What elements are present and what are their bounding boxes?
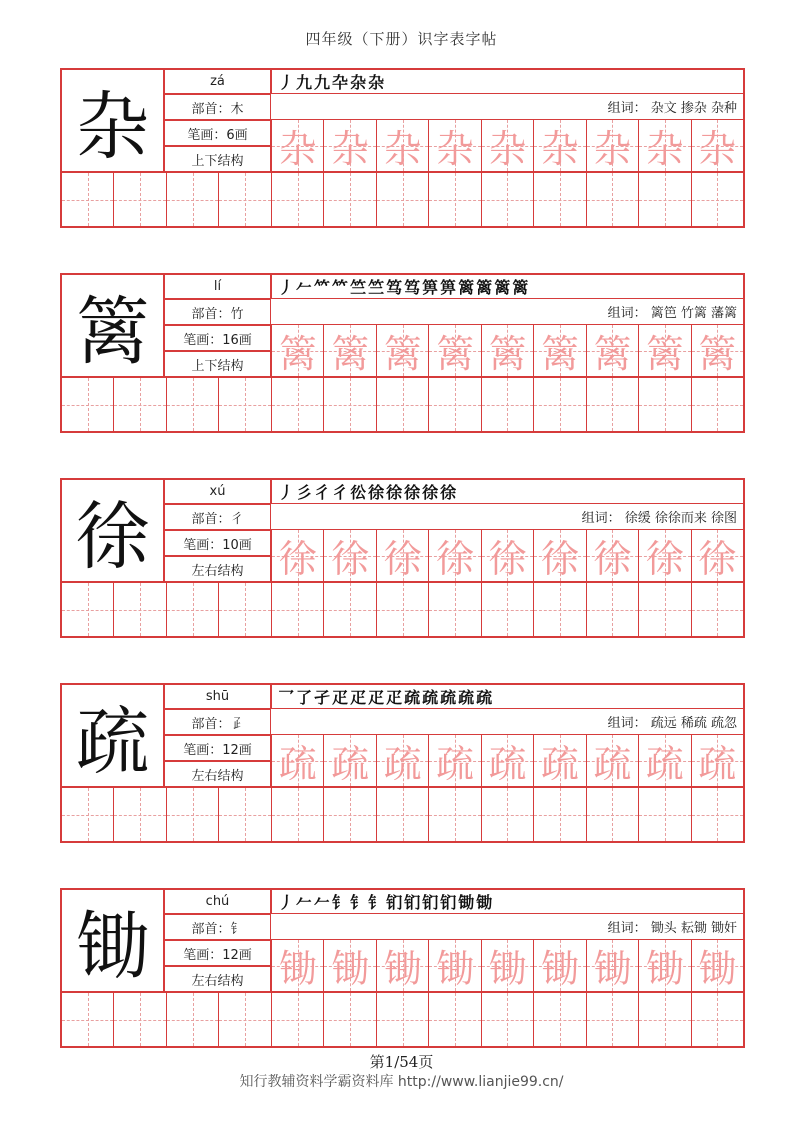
practice-cell[interactable] xyxy=(638,173,690,226)
stroke-step: 丿 xyxy=(278,73,295,92)
trace-character: 杂 xyxy=(645,127,684,171)
trace-character: 篱 xyxy=(278,332,317,376)
structure-label: 左右结构 xyxy=(165,761,271,788)
trace-cell[interactable] xyxy=(271,325,323,376)
pinyin-label: xú xyxy=(165,478,271,504)
trace-character: 锄 xyxy=(278,947,317,991)
trace-cell[interactable] xyxy=(481,325,533,376)
trace-character: 徐 xyxy=(331,537,370,581)
trace-character: 篱 xyxy=(436,332,475,376)
info-column xyxy=(165,888,271,993)
trace-cell[interactable] xyxy=(481,120,533,171)
practice-cell[interactable] xyxy=(691,993,743,1046)
trace-character: 篱 xyxy=(540,332,579,376)
practice-cell[interactable] xyxy=(638,788,690,841)
trace-cell[interactable] xyxy=(428,530,480,581)
stroke-order-row xyxy=(271,273,745,299)
practice-cell[interactable] xyxy=(113,583,165,636)
trace-character: 篱 xyxy=(593,332,632,376)
stroke-step: 丿 xyxy=(278,483,295,502)
trace-cell[interactable] xyxy=(481,735,533,786)
trace-cell[interactable] xyxy=(376,735,428,786)
stroke-step: 丿 xyxy=(278,893,295,912)
practice-cell[interactable] xyxy=(271,993,323,1046)
trace-character: 锄 xyxy=(383,947,422,991)
stroke-step: 疋 xyxy=(368,688,385,707)
trace-cell[interactable] xyxy=(271,530,323,581)
stroke-step: 锄 xyxy=(458,893,475,912)
character-block xyxy=(60,273,745,433)
stroke-order-row xyxy=(271,68,745,94)
trace-character: 篱 xyxy=(331,332,370,376)
trace-cell[interactable] xyxy=(533,325,585,376)
info-column xyxy=(165,683,271,788)
stroke-step: 疏 xyxy=(440,688,457,707)
strokes-label: 笔画：16画 xyxy=(165,325,271,351)
practice-row xyxy=(60,173,745,228)
stroke-step: 𠂉 xyxy=(314,893,331,912)
model-character: 徐 xyxy=(60,478,165,583)
pinyin-label: zá xyxy=(165,68,271,94)
practice-cell[interactable] xyxy=(638,583,690,636)
trace-character: 锄 xyxy=(488,947,527,991)
trace-cell[interactable] xyxy=(691,940,743,991)
practice-cell[interactable] xyxy=(271,788,323,841)
stroke-step: 笃 xyxy=(404,278,421,297)
stroke-order-row xyxy=(271,683,745,709)
trace-character: 杂 xyxy=(488,127,527,171)
radical-label: 部首：彳 xyxy=(165,504,271,530)
stroke-step: 钔 xyxy=(404,893,421,912)
practice-cell[interactable] xyxy=(428,583,480,636)
practice-cell[interactable] xyxy=(166,788,218,841)
info-column xyxy=(165,68,271,173)
structure-label: 左右结构 xyxy=(165,556,271,583)
practice-cell[interactable] xyxy=(166,173,218,226)
words-row: 组词： 杂文 掺杂 杂种 xyxy=(271,94,745,120)
stroke-step: 徐 xyxy=(386,483,403,502)
trace-character: 篱 xyxy=(383,332,422,376)
trace-character: 锄 xyxy=(331,947,370,991)
trace-cell[interactable] xyxy=(533,530,585,581)
trace-character: 疏 xyxy=(436,742,475,786)
practice-cell[interactable] xyxy=(376,788,428,841)
practice-cell[interactable] xyxy=(638,993,690,1046)
stroke-step: 篱 xyxy=(512,278,529,297)
practice-cell[interactable] xyxy=(586,378,638,431)
practice-cell[interactable] xyxy=(271,378,323,431)
stroke-step: 疏 xyxy=(422,688,439,707)
model-character: 锄 xyxy=(60,888,165,993)
practice-cell[interactable] xyxy=(271,583,323,636)
radical-label: 部首：竹 xyxy=(165,299,271,325)
practice-cell[interactable] xyxy=(586,173,638,226)
stroke-step: 徐 xyxy=(422,483,439,502)
practice-cell[interactable] xyxy=(323,583,375,636)
practice-cell[interactable] xyxy=(691,173,743,226)
stroke-step: 杂 xyxy=(350,73,367,92)
character-block xyxy=(60,683,745,843)
info-column xyxy=(165,478,271,583)
trace-character: 徐 xyxy=(645,537,684,581)
stroke-step: 竺 xyxy=(350,278,367,297)
trace-cell[interactable] xyxy=(638,120,690,171)
trace-cell[interactable] xyxy=(376,120,428,171)
stroke-step: 箅 xyxy=(440,278,457,297)
strokes-label: 笔画：12画 xyxy=(165,735,271,761)
trace-row xyxy=(271,120,745,173)
stroke-step: 彳 xyxy=(332,483,349,502)
practice-cell[interactable] xyxy=(586,788,638,841)
stroke-step: 笃 xyxy=(386,278,403,297)
page-title: 四年级（下册）识字表字帖 xyxy=(305,30,498,48)
trace-cell[interactable] xyxy=(691,120,743,171)
practice-row xyxy=(60,788,745,843)
practice-cell[interactable] xyxy=(533,378,585,431)
trace-character: 篱 xyxy=(645,332,684,376)
practice-cell[interactable] xyxy=(166,993,218,1046)
practice-cell[interactable] xyxy=(481,788,533,841)
trace-cell[interactable] xyxy=(638,940,690,991)
trace-character: 疏 xyxy=(383,742,422,786)
practice-cell[interactable] xyxy=(481,378,533,431)
practice-cell[interactable] xyxy=(586,583,638,636)
stroke-step: 钅 xyxy=(350,893,367,912)
practice-cell[interactable] xyxy=(376,583,428,636)
practice-cell[interactable] xyxy=(533,993,585,1046)
stroke-order-row xyxy=(271,478,745,504)
stroke-step: 疋 xyxy=(386,688,403,707)
practice-cell[interactable] xyxy=(533,788,585,841)
trace-cell[interactable] xyxy=(586,735,638,786)
stroke-step: 疋 xyxy=(332,688,349,707)
stroke-step: 徐 xyxy=(440,483,457,502)
practice-cell[interactable] xyxy=(533,173,585,226)
structure-label: 左右结构 xyxy=(165,966,271,993)
stroke-step: 疏 xyxy=(458,688,475,707)
trace-character: 徐 xyxy=(436,537,475,581)
trace-character: 杂 xyxy=(278,127,317,171)
words-row: 组词： 疏远 稀疏 疏忽 xyxy=(271,709,745,735)
stroke-step: 篱 xyxy=(458,278,475,297)
practice-cell[interactable] xyxy=(691,788,743,841)
trace-cell[interactable] xyxy=(428,735,480,786)
trace-character: 徐 xyxy=(540,537,579,581)
stroke-step: 钅 xyxy=(368,893,385,912)
trace-character: 疏 xyxy=(540,742,579,786)
practice-cell[interactable] xyxy=(62,378,113,431)
stroke-step: 篱 xyxy=(494,278,511,297)
practice-cell[interactable] xyxy=(428,788,480,841)
practice-cell[interactable] xyxy=(218,173,270,226)
practice-cell[interactable] xyxy=(691,378,743,431)
stroke-step: 𠂉 xyxy=(296,893,313,912)
practice-cell[interactable] xyxy=(323,788,375,841)
trace-cell[interactable] xyxy=(691,735,743,786)
practice-row xyxy=(60,583,745,638)
trace-cell[interactable] xyxy=(428,120,480,171)
stroke-step: 徐 xyxy=(404,483,421,502)
pinyin-label: shū xyxy=(165,683,271,709)
trace-character: 锄 xyxy=(698,947,737,991)
trace-character: 杂 xyxy=(698,127,737,171)
trace-character: 锄 xyxy=(645,947,684,991)
stroke-order-row xyxy=(271,888,745,914)
trace-cell[interactable] xyxy=(271,940,323,991)
trace-cell[interactable] xyxy=(271,735,323,786)
model-character: 杂 xyxy=(60,68,165,173)
trace-cell[interactable] xyxy=(376,325,428,376)
practice-cell[interactable] xyxy=(428,173,480,226)
practice-cell[interactable] xyxy=(113,173,165,226)
model-character: 疏 xyxy=(60,683,165,788)
trace-cell[interactable] xyxy=(586,325,638,376)
strokes-label: 笔画：6画 xyxy=(165,120,271,146)
practice-cell[interactable] xyxy=(271,173,323,226)
practice-cell[interactable] xyxy=(218,378,270,431)
trace-cell[interactable] xyxy=(271,120,323,171)
trace-character: 疏 xyxy=(488,742,527,786)
trace-character: 疏 xyxy=(331,742,370,786)
words-row: 组词： 篱笆 竹篱 藩篱 xyxy=(271,299,745,325)
trace-cell[interactable] xyxy=(481,530,533,581)
trace-cell[interactable] xyxy=(533,735,585,786)
trace-character: 杂 xyxy=(593,127,632,171)
stroke-step: 九 xyxy=(314,73,331,92)
stroke-step: 篱 xyxy=(476,278,493,297)
stroke-step: 杂 xyxy=(368,73,385,92)
trace-cell[interactable] xyxy=(691,325,743,376)
trace-character: 杂 xyxy=(331,127,370,171)
practice-cell[interactable] xyxy=(481,173,533,226)
trace-cell[interactable] xyxy=(586,530,638,581)
stroke-step: 锄 xyxy=(476,893,493,912)
stroke-step: 疏 xyxy=(404,688,421,707)
practice-cell[interactable] xyxy=(113,788,165,841)
stroke-step: 九 xyxy=(296,73,313,92)
words-row: 组词： 徐缓 徐徐而来 徐图 xyxy=(271,504,745,530)
trace-cell[interactable] xyxy=(323,325,375,376)
trace-cell[interactable] xyxy=(323,940,375,991)
practice-cell[interactable] xyxy=(428,378,480,431)
trace-cell[interactable] xyxy=(638,735,690,786)
trace-character: 锄 xyxy=(593,947,632,991)
stroke-step: 竺 xyxy=(368,278,385,297)
trace-cell[interactable] xyxy=(428,940,480,991)
practice-cell[interactable] xyxy=(481,993,533,1046)
trace-cell[interactable] xyxy=(323,735,375,786)
practice-cell[interactable] xyxy=(376,993,428,1046)
structure-label: 上下结构 xyxy=(165,351,271,378)
practice-cell[interactable] xyxy=(113,378,165,431)
trace-character: 徐 xyxy=(488,537,527,581)
trace-cell[interactable] xyxy=(638,325,690,376)
trace-character: 杂 xyxy=(383,127,422,171)
stroke-step: 钔 xyxy=(422,893,439,912)
practice-cell[interactable] xyxy=(62,173,113,226)
trace-cell[interactable] xyxy=(533,120,585,171)
practice-cell[interactable] xyxy=(62,583,113,636)
trace-row xyxy=(271,325,745,378)
stroke-step: 𠂉 xyxy=(296,278,313,297)
trace-character: 锄 xyxy=(540,947,579,991)
trace-cell[interactable] xyxy=(638,530,690,581)
stroke-step: 箅 xyxy=(422,278,439,297)
model-character: 篱 xyxy=(60,273,165,378)
footer-source: 知行教辅资料学霸资料库 http://www.lianjie99.cn/ xyxy=(239,1074,564,1090)
practice-cell[interactable] xyxy=(481,583,533,636)
trace-cell[interactable] xyxy=(533,940,585,991)
trace-cell[interactable] xyxy=(691,530,743,581)
practice-cell[interactable] xyxy=(533,583,585,636)
stroke-step: 钔 xyxy=(386,893,403,912)
stroke-step: 了 xyxy=(296,688,313,707)
trace-character: 徐 xyxy=(278,537,317,581)
practice-cell[interactable] xyxy=(691,583,743,636)
trace-cell[interactable] xyxy=(586,120,638,171)
practice-cell[interactable] xyxy=(166,378,218,431)
trace-character: 疏 xyxy=(645,742,684,786)
practice-cell[interactable] xyxy=(166,583,218,636)
structure-label: 上下结构 xyxy=(165,146,271,173)
practice-row xyxy=(60,378,745,433)
trace-character: 疏 xyxy=(278,742,317,786)
stroke-step: 彡 xyxy=(296,483,313,502)
stroke-step: 徐 xyxy=(368,483,385,502)
trace-character: 杂 xyxy=(540,127,579,171)
practice-cell[interactable] xyxy=(428,993,480,1046)
strokes-label: 笔画：12画 xyxy=(165,940,271,966)
stroke-step: 钅 xyxy=(332,893,349,912)
pinyin-label: lí xyxy=(165,273,271,299)
practice-cell[interactable] xyxy=(323,378,375,431)
practice-cell[interactable] xyxy=(638,378,690,431)
trace-character: 疏 xyxy=(698,742,737,786)
words-row: 组词： 锄头 耘锄 锄奸 xyxy=(271,914,745,940)
trace-character: 锄 xyxy=(436,947,475,991)
trace-row xyxy=(271,735,745,788)
stroke-step: 丿 xyxy=(278,278,295,297)
trace-cell[interactable] xyxy=(323,530,375,581)
practice-cell[interactable] xyxy=(218,583,270,636)
pinyin-label: chú xyxy=(165,888,271,914)
trace-character: 疏 xyxy=(593,742,632,786)
strokes-label: 笔画：10画 xyxy=(165,530,271,556)
stroke-step: 𥫗 xyxy=(314,278,331,297)
practice-cell[interactable] xyxy=(62,993,113,1046)
stroke-step: 卆 xyxy=(332,73,349,92)
radical-label: 部首：𤴔 xyxy=(165,709,271,735)
trace-cell[interactable] xyxy=(376,940,428,991)
trace-row xyxy=(271,530,745,583)
stroke-step: 孑 xyxy=(314,688,331,707)
trace-character: 篱 xyxy=(488,332,527,376)
practice-cell[interactable] xyxy=(586,993,638,1046)
character-block xyxy=(60,478,745,638)
practice-cell[interactable] xyxy=(376,173,428,226)
stroke-step: 疋 xyxy=(350,688,367,707)
practice-cell[interactable] xyxy=(376,378,428,431)
radical-label: 部首：钅 xyxy=(165,914,271,940)
trace-cell[interactable] xyxy=(428,325,480,376)
trace-character: 徐 xyxy=(383,537,422,581)
page-number: 第1/54页 xyxy=(369,1053,434,1071)
trace-character: 杂 xyxy=(436,127,475,171)
trace-cell[interactable] xyxy=(586,940,638,991)
trace-cell[interactable] xyxy=(481,940,533,991)
character-block xyxy=(60,888,745,1048)
trace-character: 篱 xyxy=(698,332,737,376)
stroke-step: 𥫗 xyxy=(332,278,349,297)
practice-cell[interactable] xyxy=(323,993,375,1046)
trace-row xyxy=(271,940,745,993)
stroke-step: 疏 xyxy=(476,688,493,707)
trace-cell[interactable] xyxy=(376,530,428,581)
practice-cell[interactable] xyxy=(218,788,270,841)
practice-cell[interactable] xyxy=(218,993,270,1046)
radical-label: 部首：木 xyxy=(165,94,271,120)
trace-cell[interactable] xyxy=(323,120,375,171)
trace-character: 徐 xyxy=(698,537,737,581)
stroke-step: 钔 xyxy=(440,893,457,912)
stroke-step: 乛 xyxy=(278,688,295,707)
character-block xyxy=(60,68,745,228)
practice-cell[interactable] xyxy=(62,788,113,841)
stroke-step: 彳 xyxy=(314,483,331,502)
trace-character: 徐 xyxy=(593,537,632,581)
practice-row xyxy=(60,993,745,1048)
stroke-step: 彸 xyxy=(350,483,367,502)
practice-cell[interactable] xyxy=(323,173,375,226)
info-column xyxy=(165,273,271,378)
practice-cell[interactable] xyxy=(113,993,165,1046)
